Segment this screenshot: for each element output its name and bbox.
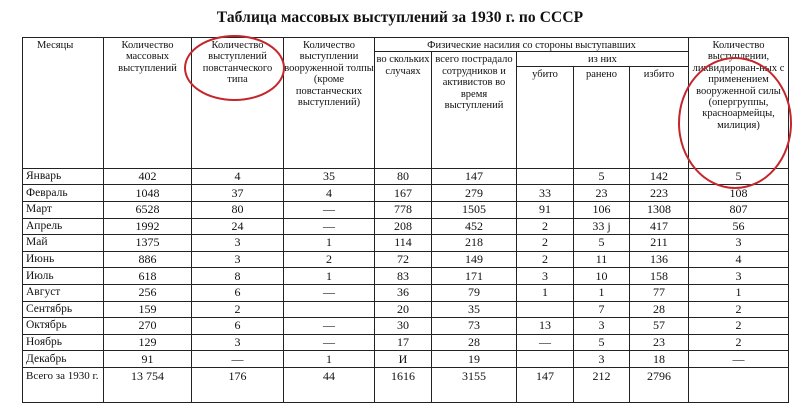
- cell-cases: 17: [375, 334, 432, 351]
- cell-killed: 147: [517, 367, 574, 402]
- cell-killed: [517, 301, 574, 318]
- cell-victims: 3155: [432, 367, 517, 402]
- cell-killed: [517, 351, 574, 368]
- cell-mass: 159: [104, 301, 192, 318]
- cell-cases: 778: [375, 202, 432, 219]
- cell-wounded: 5: [574, 235, 630, 252]
- cell-insurgent: 3: [192, 251, 284, 268]
- table-row: [23, 168, 789, 185]
- cell-insurgent: 2: [192, 301, 284, 318]
- cell-killed: [517, 168, 574, 185]
- cell-wounded: 3: [574, 318, 630, 335]
- cell-killed: 33: [517, 185, 574, 202]
- cell-cases: 36: [375, 284, 432, 301]
- cell-armed: —: [284, 334, 375, 351]
- header-victims: всего пострадало сотрудников и активистов во время выступлений: [432, 52, 517, 168]
- cell-victims: 147: [432, 168, 517, 185]
- table-row: [23, 318, 789, 335]
- cell-mass: 402: [104, 168, 192, 185]
- header-wounded: ранено: [574, 66, 630, 168]
- header-insurgent: Количество выступлений повстанческого типа: [192, 38, 284, 169]
- cell-month: Всего за 1930 г.: [23, 367, 104, 402]
- cell-liquidated: 1: [689, 284, 789, 301]
- cell-liquidated: 56: [689, 218, 789, 235]
- cell-liquidated: 2: [689, 318, 789, 335]
- cell-liquidated: —: [689, 351, 789, 368]
- cell-armed: 4: [284, 185, 375, 202]
- header-armed-crowds: Количество выступлении вооруженной толпы (кроме повстанческих выступлений): [284, 38, 375, 169]
- cell-cases: 80: [375, 168, 432, 185]
- cell-cases: 167: [375, 185, 432, 202]
- cell-victims: 1505: [432, 202, 517, 219]
- cell-liquidated: 3: [689, 268, 789, 285]
- cell-liquidated: 3: [689, 235, 789, 252]
- cell-mass: 6528: [104, 202, 192, 219]
- cell-month: Июль: [23, 268, 104, 285]
- table-row: [23, 235, 789, 252]
- cell-wounded: 7: [574, 301, 630, 318]
- cell-liquidated: [689, 367, 789, 402]
- cell-month: Май: [23, 235, 104, 252]
- table-row: [23, 284, 789, 301]
- cell-cases: 72: [375, 251, 432, 268]
- header-beaten: избито: [630, 66, 689, 168]
- cell-insurgent: 37: [192, 185, 284, 202]
- cell-month: Сентябрь: [23, 301, 104, 318]
- table-row: [23, 334, 789, 351]
- cell-killed: —: [517, 334, 574, 351]
- cell-liquidated: 2: [689, 301, 789, 318]
- cell-insurgent: —: [192, 351, 284, 368]
- cell-mass: 91: [104, 351, 192, 368]
- cell-month: Март: [23, 202, 104, 219]
- cell-killed: 2: [517, 218, 574, 235]
- cell-wounded: 106: [574, 202, 630, 219]
- cell-armed: —: [284, 202, 375, 219]
- cell-killed: 3: [517, 268, 574, 285]
- cell-killed: 13: [517, 318, 574, 335]
- cell-wounded: 11: [574, 251, 630, 268]
- cell-armed: 1: [284, 351, 375, 368]
- cell-month: Февраль: [23, 185, 104, 202]
- cell-victims: 452: [432, 218, 517, 235]
- cell-beaten: 28: [630, 301, 689, 318]
- table-row: [23, 185, 789, 202]
- cell-beaten: 1308: [630, 202, 689, 219]
- table-row: [23, 301, 789, 318]
- cell-liquidated: 5: [689, 168, 789, 185]
- cell-victims: 171: [432, 268, 517, 285]
- cell-liquidated: 4: [689, 251, 789, 268]
- cell-insurgent: 6: [192, 284, 284, 301]
- cell-month: Июнь: [23, 251, 104, 268]
- cell-armed: 2: [284, 251, 375, 268]
- cell-wounded: 23: [574, 185, 630, 202]
- cell-mass: 1048: [104, 185, 192, 202]
- cell-wounded: 5: [574, 168, 630, 185]
- cell-beaten: 23: [630, 334, 689, 351]
- cell-insurgent: 176: [192, 367, 284, 402]
- table-row: [23, 351, 789, 368]
- cell-month: Август: [23, 284, 104, 301]
- cell-victims: 79: [432, 284, 517, 301]
- header-cases: во скольких случаях: [375, 52, 432, 168]
- cell-armed: —: [284, 284, 375, 301]
- cell-beaten: 2796: [630, 367, 689, 402]
- cell-cases: 208: [375, 218, 432, 235]
- cell-beaten: 142: [630, 168, 689, 185]
- cell-mass: 256: [104, 284, 192, 301]
- cell-armed: —: [284, 218, 375, 235]
- cell-victims: 28: [432, 334, 517, 351]
- table-row: [23, 367, 789, 402]
- page-title: Таблица массовых выступлений за 1930 г. по СССР: [216, 9, 584, 26]
- cell-wounded: 5: [574, 334, 630, 351]
- cell-month: Октябрь: [23, 318, 104, 335]
- cell-cases: 83: [375, 268, 432, 285]
- table-row: [23, 251, 789, 268]
- cell-insurgent: 3: [192, 334, 284, 351]
- header-month: Месяцы: [23, 38, 104, 169]
- cell-victims: 73: [432, 318, 517, 335]
- cell-wounded: 1: [574, 284, 630, 301]
- cell-victims: 19: [432, 351, 517, 368]
- cell-armed: 1: [284, 235, 375, 252]
- header-of-them: из них: [517, 52, 689, 66]
- cell-liquidated: 108: [689, 185, 789, 202]
- mass-protests-table: [22, 37, 789, 403]
- header-mass-count: Количество массовых выступлений: [104, 38, 192, 169]
- cell-mass: 13 754: [104, 367, 192, 402]
- cell-liquidated: 2: [689, 334, 789, 351]
- header-killed: убито: [517, 66, 574, 168]
- cell-beaten: 158: [630, 268, 689, 285]
- cell-beaten: 18: [630, 351, 689, 368]
- cell-mass: 1375: [104, 235, 192, 252]
- cell-cases: 114: [375, 235, 432, 252]
- cell-wounded: 3: [574, 351, 630, 368]
- cell-armed: 1: [284, 268, 375, 285]
- cell-armed: 35: [284, 168, 375, 185]
- cell-mass: 1992: [104, 218, 192, 235]
- cell-wounded: 10: [574, 268, 630, 285]
- cell-beaten: 223: [630, 185, 689, 202]
- cell-killed: 91: [517, 202, 574, 219]
- cell-cases: 20: [375, 301, 432, 318]
- table-body: [23, 168, 789, 402]
- cell-month: Ноябрь: [23, 334, 104, 351]
- cell-insurgent: 4: [192, 168, 284, 185]
- cell-victims: 35: [432, 301, 517, 318]
- cell-insurgent: 8: [192, 268, 284, 285]
- cell-mass: 886: [104, 251, 192, 268]
- cell-victims: 218: [432, 235, 517, 252]
- cell-insurgent: 3: [192, 235, 284, 252]
- cell-wounded: 33 j: [574, 218, 630, 235]
- cell-mass: 270: [104, 318, 192, 335]
- cell-month: Январь: [23, 168, 104, 185]
- cell-killed: 2: [517, 251, 574, 268]
- cell-mass: 618: [104, 268, 192, 285]
- cell-beaten: 136: [630, 251, 689, 268]
- cell-killed: 2: [517, 235, 574, 252]
- cell-month: Декабрь: [23, 351, 104, 368]
- cell-beaten: 211: [630, 235, 689, 252]
- cell-beaten: 417: [630, 218, 689, 235]
- cell-wounded: 212: [574, 367, 630, 402]
- cell-month: Апрель: [23, 218, 104, 235]
- cell-beaten: 77: [630, 284, 689, 301]
- cell-armed: [284, 301, 375, 318]
- table-row: [23, 268, 789, 285]
- cell-liquidated: 807: [689, 202, 789, 219]
- cell-armed: —: [284, 318, 375, 335]
- cell-killed: 1: [517, 284, 574, 301]
- cell-cases: 30: [375, 318, 432, 335]
- table-row: [23, 218, 789, 235]
- header-violence-group: Физические насилия со стороны выступавших: [375, 38, 689, 52]
- cell-insurgent: 6: [192, 318, 284, 335]
- cell-beaten: 57: [630, 318, 689, 335]
- cell-victims: 279: [432, 185, 517, 202]
- cell-insurgent: 24: [192, 218, 284, 235]
- cell-victims: 149: [432, 251, 517, 268]
- table-row: [23, 202, 789, 219]
- cell-mass: 129: [104, 334, 192, 351]
- cell-insurgent: 80: [192, 202, 284, 219]
- cell-cases: 1616: [375, 367, 432, 402]
- header-liquidated: Количество выступлении, ликвидирован-ных с применением вооруженной силы (опергруппы, красноармейцы, милиция): [689, 38, 789, 169]
- cell-cases: И: [375, 351, 432, 368]
- cell-armed: 44: [284, 367, 375, 402]
